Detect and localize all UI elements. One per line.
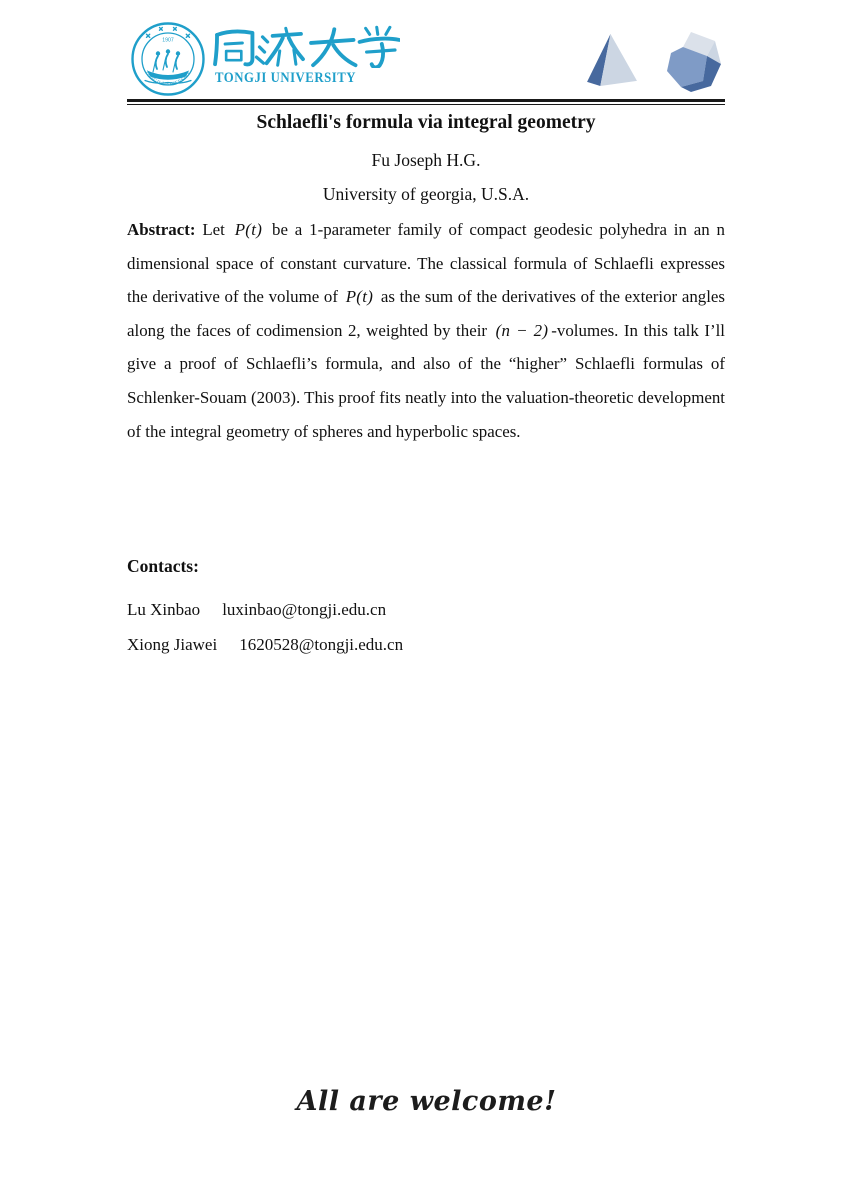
contact-name: Xiong Jiawei xyxy=(127,635,218,654)
talk-title: Schlaefli's formula via integral geometry xyxy=(256,112,596,133)
contact-list xyxy=(127,592,725,662)
math-expression: P(t) xyxy=(234,220,263,239)
polyhedron-icon xyxy=(662,29,726,95)
math-expression: (n − 2) xyxy=(495,320,549,340)
speaker-affiliation: University of georgia, U.S.A. xyxy=(322,184,530,204)
contact-email: 1620528@tongji.edu.cn xyxy=(239,635,404,654)
math-expression: P(t) xyxy=(345,287,374,307)
abstract-text: as the sum of the derivatives of the exterior angles along the faces of codimension 2, weighted by their xyxy=(127,287,725,340)
contact-row xyxy=(127,627,725,662)
header-rule xyxy=(127,99,725,105)
tongji-seal-logo xyxy=(130,21,206,97)
contact-email: luxinbao@tongji.edu.cn xyxy=(222,600,387,619)
abstract-label: Abstract: xyxy=(127,220,196,239)
abstract-text: -volumes. In this talk I’ll give a proof of Schlaefli’s formula, and also of the “higher” Schlaefli formulas of Schlenker-Souam (2003). This proof fits neatly into the valuation-theoretic development of the integral geometry of spheres and hyperbolic spaces. xyxy=(127,320,725,441)
welcome-message: All are welcome! xyxy=(296,1086,557,1117)
speaker-name: Fu Joseph H.G. xyxy=(371,150,481,170)
abstract-text: be a 1-parameter family of compact geodesic polyhedra in an n dimensional space of constant curvature. The classical formula of Schlaefli expresses the derivative of the volume of xyxy=(127,220,726,307)
seal-ring-text: TONGJI UNIVERSITY xyxy=(143,70,193,88)
tongji-wordmark-en: TONGJI UNIVERSITY xyxy=(215,70,356,86)
tetrahedron-icon xyxy=(583,31,639,87)
abstract-text: Let xyxy=(195,220,232,239)
contact-name: Lu Xinbao xyxy=(127,600,201,619)
seal-year: 1907 xyxy=(162,37,174,44)
contacts-heading: Contacts: xyxy=(127,556,199,576)
abstract-paragraph xyxy=(127,213,725,448)
contact-row xyxy=(127,592,725,627)
tongji-wordmark-cn xyxy=(212,24,400,68)
